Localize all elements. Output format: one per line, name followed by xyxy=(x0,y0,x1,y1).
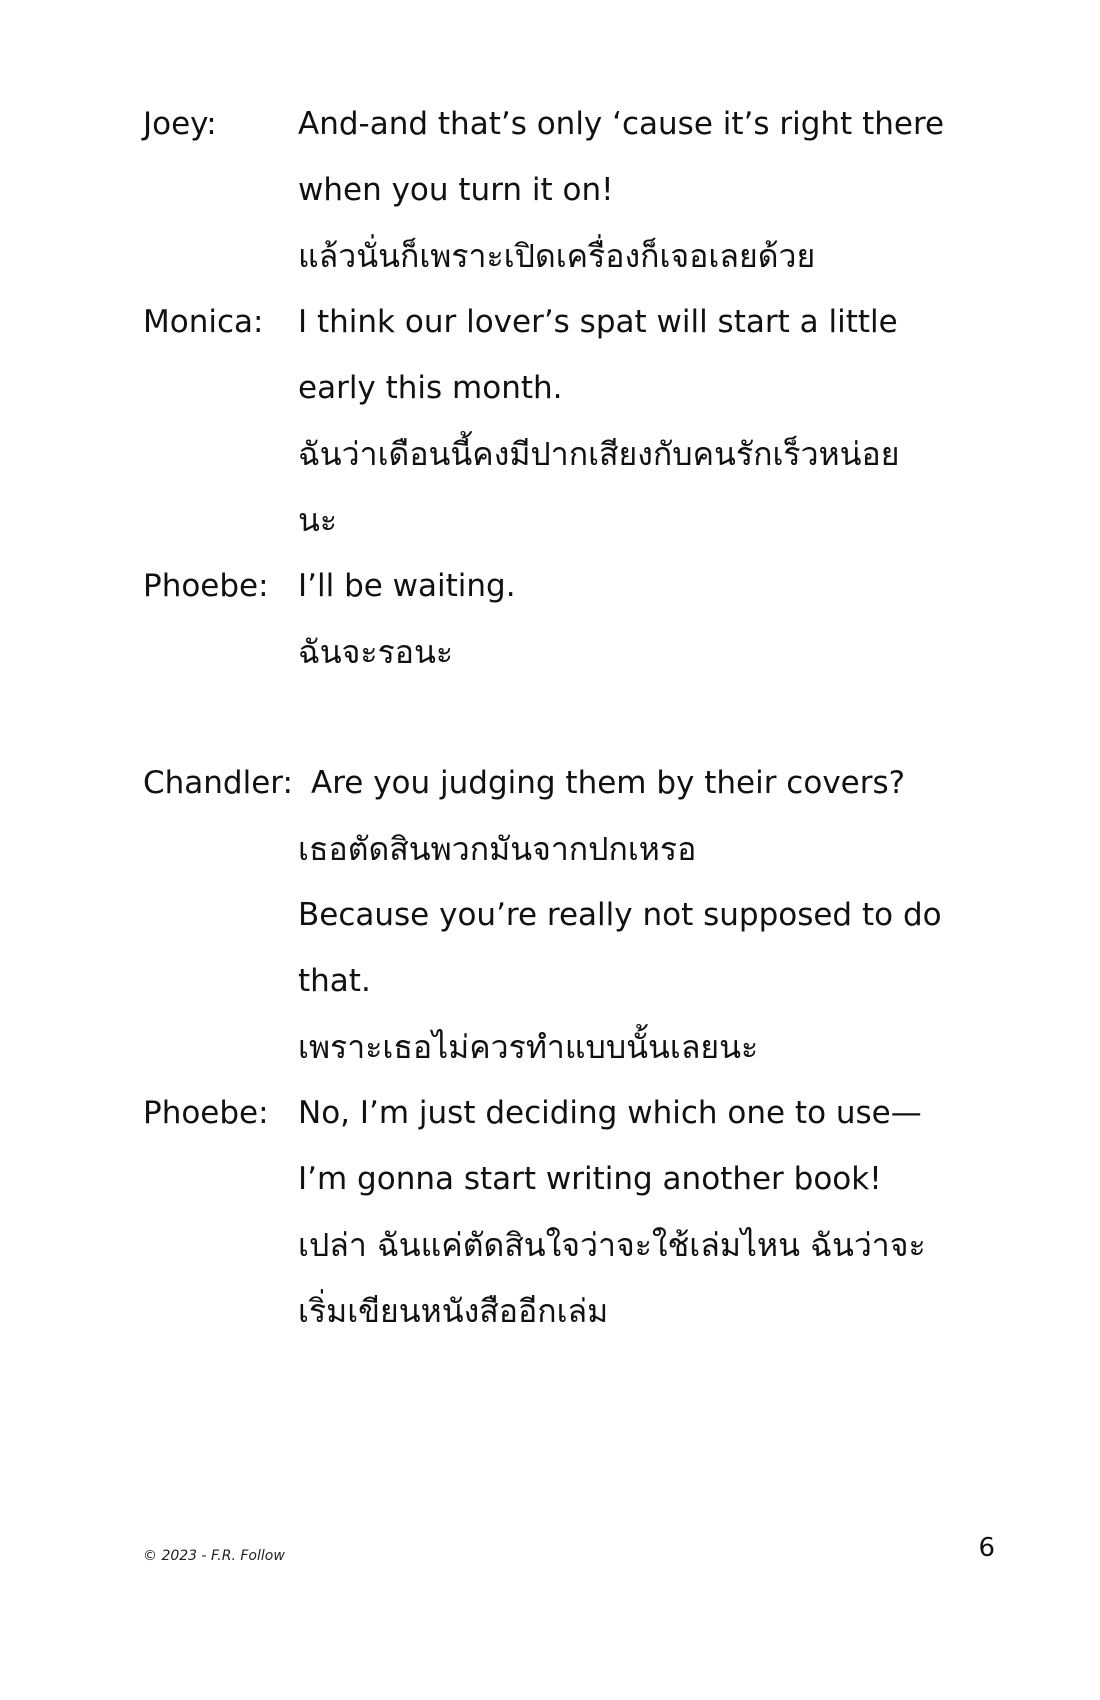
dialogue-line-thai: เปล่า ฉันแค่ตัดสินใจว่าจะใช้เล่มไหน ฉันว่าจะ xyxy=(298,1226,926,1264)
dialogue-line: when you turn it on! xyxy=(298,172,614,208)
dialogue-row xyxy=(143,157,1003,223)
dialogue-block-phoebe-2 xyxy=(143,1080,1003,1344)
dialogue-row xyxy=(143,750,1003,816)
dialogue-line: I’m gonna start writing another book! xyxy=(298,1161,882,1197)
dialogue-line: No, I’m just deciding which one to use— xyxy=(298,1095,922,1131)
dialogue-line: I’ll be waiting. xyxy=(298,568,516,604)
dialogue-row xyxy=(143,1212,1003,1278)
dialogue-line: early this month. xyxy=(298,370,563,406)
dialogue-row xyxy=(143,223,1003,289)
dialogue-row xyxy=(143,1014,1003,1080)
dialogue-row xyxy=(143,487,1003,553)
dialogue-line-thai: เพราะเธอไม่ควรทำแบบนั้นเลยนะ xyxy=(298,1028,759,1066)
dialogue-line-thai: เริ่มเขียนหนังสืออีกเล่ม xyxy=(298,1292,609,1330)
dialogue-row xyxy=(143,553,1003,619)
dialogue-line: Because you’re really not supposed to do xyxy=(298,897,942,933)
copyright-notice: © 2023 - F.R. Follow xyxy=(143,1548,285,1564)
dialogue-row xyxy=(143,355,1003,421)
dialogue-line-thai: เธอตัดสินพวกมันจากปกเหรอ xyxy=(298,830,697,868)
dialogue-line-thai: ฉันว่าเดือนนี้คงมีปากเสียงกับคนรักเร็วหน่อย xyxy=(298,435,900,473)
page-number: 6 xyxy=(978,1533,995,1563)
dialogue-row xyxy=(143,619,1003,685)
dialogue-row xyxy=(143,421,1003,487)
dialogue-line: that. xyxy=(298,963,371,999)
dialogue-line: And-and that’s only ‘cause it’s right there xyxy=(298,106,945,142)
dialogue-block-joey xyxy=(143,91,1003,289)
dialogue-row xyxy=(143,91,1003,157)
dialogue-row xyxy=(143,816,1003,882)
dialogue-block-chandler xyxy=(143,750,1003,1080)
dialogue-line-thai: แล้วนั่นก็เพราะเปิดเครื่องก็เจอเลยด้วย xyxy=(298,237,816,275)
dialogue-line-thai: นะ xyxy=(298,501,338,539)
speaker-name: Phoebe: xyxy=(143,1095,269,1131)
dialogue-row xyxy=(143,948,1003,1014)
speaker-name: Chandler: xyxy=(143,765,293,801)
speaker-name: Phoebe: xyxy=(143,568,269,604)
dialogue-line-thai: ฉันจะรอนะ xyxy=(298,633,454,671)
dialogue-row xyxy=(143,1080,1003,1146)
dialogue-row xyxy=(143,1278,1003,1344)
dialogue-block-monica xyxy=(143,289,1003,553)
dialogue-line: Are you judging them by their covers? xyxy=(311,765,906,801)
speaker-name: Monica: xyxy=(143,304,264,340)
dialogue-row xyxy=(143,289,1003,355)
dialogue-line: I think our lover’s spat will start a little xyxy=(298,304,898,340)
speaker-name: Joey: xyxy=(143,106,217,142)
dialogue-row xyxy=(143,882,1003,948)
dialogue-block-phoebe xyxy=(143,553,1003,685)
dialogue-row xyxy=(143,1146,1003,1212)
